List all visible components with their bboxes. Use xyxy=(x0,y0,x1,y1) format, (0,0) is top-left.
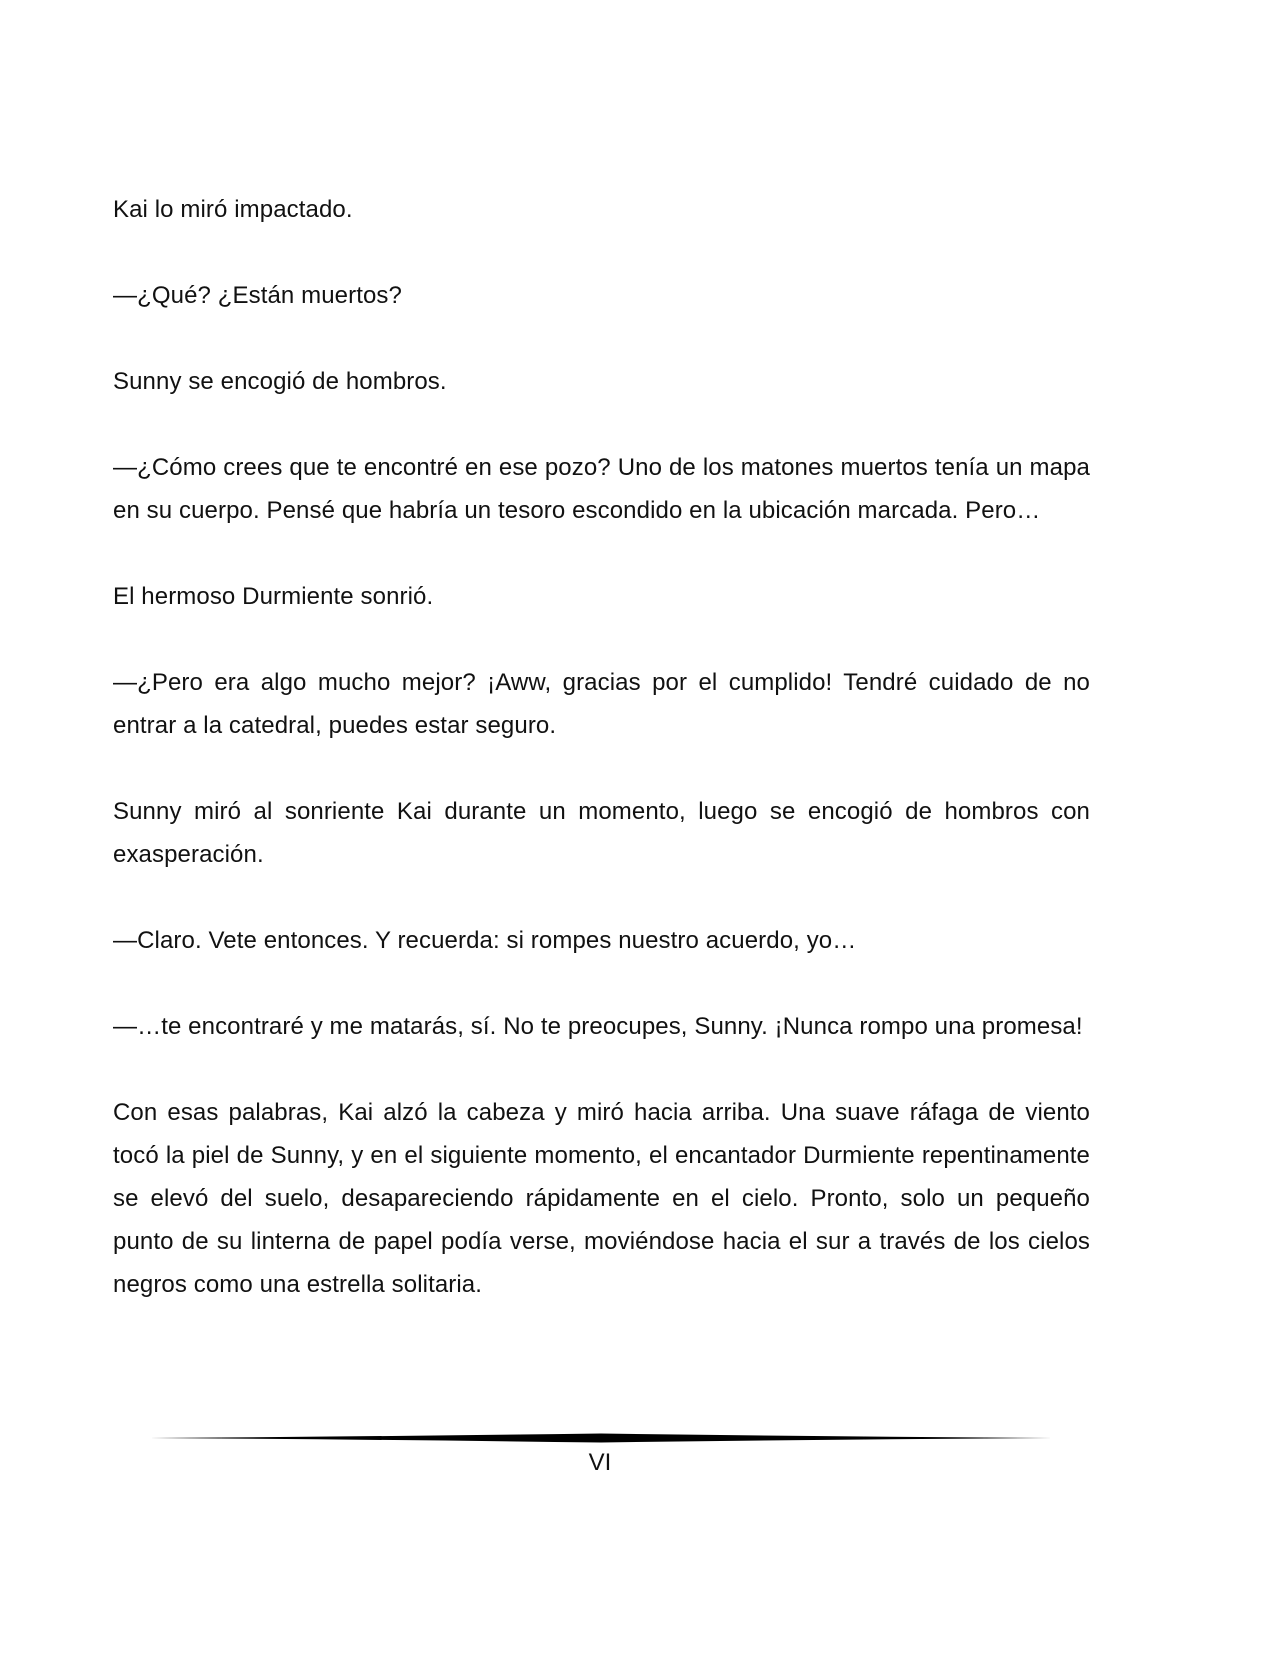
paragraph: —¿Pero era algo mucho mejor? ¡Aww, gracias por el cumplido! Tendré cuidado de no entrar a la catedral, puedes estar seguro. xyxy=(113,669,1090,739)
footer-divider xyxy=(150,1432,1052,1444)
paragraph: —Claro. Vete entonces. Y recuerda: si rompes nuestro acuerdo, yo… xyxy=(113,927,857,954)
paragraph: —¿Qué? ¿Están muertos? xyxy=(113,282,402,309)
paragraph: El hermoso Durmiente sonrió. xyxy=(113,583,434,610)
paragraph: Sunny se encogió de hombros. xyxy=(113,368,447,395)
paragraph: Con esas palabras, Kai alzó la cabeza y miró hacia arriba. Una suave ráfaga de viento tocó la piel de Sunny, y en el siguiente momento, el encantador Durmiente repentinamente se elevó del suelo, desapareciendo rápidamente en el cielo. Pronto, solo un pequeño punto de su linterna de papel podía verse, moviéndose hacia el sur a través de los cielos negros como una estrella solitaria. xyxy=(113,1099,1090,1298)
page-number: VI xyxy=(588,1449,612,1476)
paragraph: Kai lo miró impactado. xyxy=(113,196,353,223)
paragraph: Sunny miró al sonriente Kai durante un momento, luego se encogió de hombros con exasperación. xyxy=(113,798,1090,868)
text-body xyxy=(113,188,1090,1306)
paragraph: —…te encontraré y me matarás, sí. No te preocupes, Sunny. ¡Nunca rompo una promesa! xyxy=(113,1013,1083,1040)
paragraph: —¿Cómo crees que te encontré en ese pozo? Uno de los matones muertos tenía un mapa en su cuerpo. Pensé que habría un tesoro escondido en la ubicación marcada. Pero… xyxy=(113,454,1090,524)
